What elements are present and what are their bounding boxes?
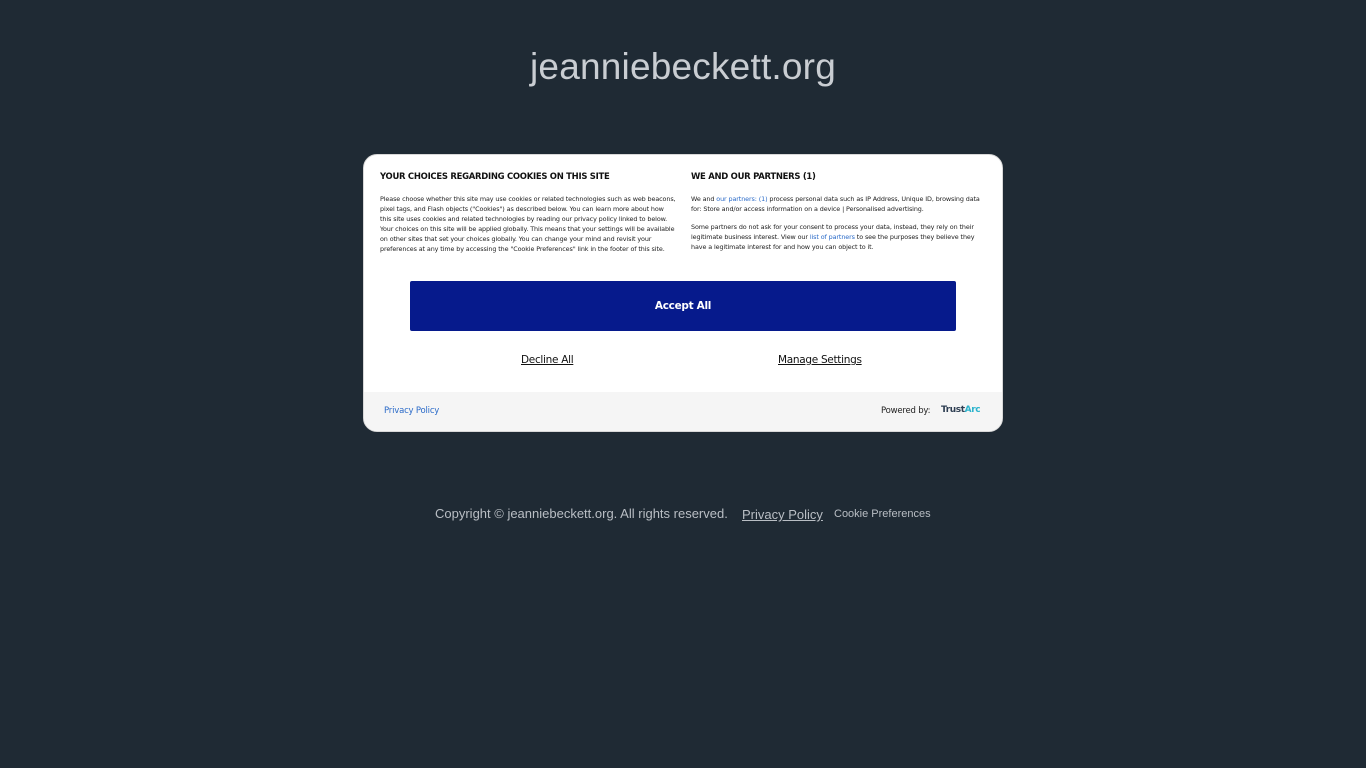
dialog-footer <box>364 392 1002 431</box>
site-title: jeanniebeckett.org <box>530 46 836 87</box>
copyright-text: Copyright © jeanniebeckett.org. All rights reserved. <box>435 506 728 521</box>
partners-section <box>691 172 983 260</box>
partners-p2-text-after: to see the purposes they believe they have a legitimate interest for and how you can object to it. <box>691 233 975 251</box>
trustarc-logo-part1: Trust <box>941 405 965 415</box>
our-partners-link[interactable]: our partners: (1) <box>716 195 768 203</box>
cookie-choices-text: Please choose whether this site may use cookies or related technologies such as web beacons, pixel tags, and Flash objects ("Cookies") as described below. You can learn more about how this site uses cookies and related technologies by reading our privacy policy linked to below. Your choices on this site will be applied globally. This means that your settings will be available on other sites that set your choices globally. You can change your mind and revisit your preferences at any time by accessing the "Cookie Preferences" link in the footer of this site. <box>380 195 676 253</box>
cookie-consent-dialog <box>363 154 1003 432</box>
cookie-choices-heading: YOUR CHOICES REGARDING COOKIES ON THIS SITE <box>380 172 610 182</box>
dialog-privacy-policy-link[interactable]: Privacy Policy <box>384 406 440 416</box>
powered-by-label: Powered by: <box>881 406 931 416</box>
cookie-choices-section <box>380 172 676 262</box>
partners-heading: WE AND OUR PARTNERS (1) <box>691 172 816 182</box>
partners-p1-text-before: We and <box>691 195 717 203</box>
manage-settings-button[interactable]: Manage Settings <box>778 354 862 366</box>
partners-p2-text-before: Some partners do not ask for your consent to process your data, instead, they rely on their legitimate business interest. View our <box>691 223 974 241</box>
partners-paragraph-2 <box>691 222 983 252</box>
partners-p1-text-after: process personal data such as IP Address, Unique ID, browsing data for: Store and/or access information on a device | Personalised advertising. <box>691 195 980 213</box>
trustarc-logo-part2: Arc <box>964 405 981 415</box>
footer-privacy-policy-link[interactable]: Privacy Policy <box>742 507 823 522</box>
cookie-preferences-link[interactable]: Cookie Preferences <box>834 508 931 520</box>
accept-all-button[interactable]: Accept All <box>410 281 956 331</box>
list-of-partners-link[interactable]: list of partners <box>809 233 855 241</box>
decline-all-button[interactable]: Decline All <box>521 354 574 366</box>
partners-paragraph-1 <box>691 194 983 214</box>
trustarc-logo <box>941 405 980 415</box>
